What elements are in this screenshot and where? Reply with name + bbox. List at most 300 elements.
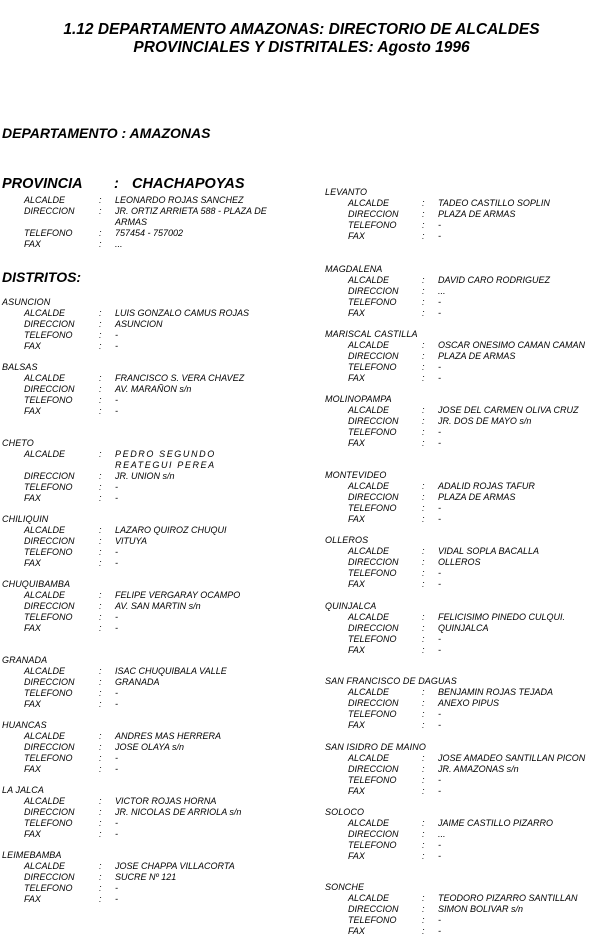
district-name: LEIMEBAMBA — [2, 850, 62, 860]
provincia-heading — [2, 176, 245, 192]
field-colon: : — [422, 209, 425, 219]
field-colon: : — [422, 198, 425, 208]
field-colon: : — [99, 471, 102, 481]
field-label: FAX — [348, 514, 365, 524]
field-label: FAX — [348, 720, 365, 730]
district-telefono: - — [438, 297, 441, 307]
district-block — [2, 579, 302, 634]
field-colon: : — [422, 818, 425, 828]
district-direccion: JR. NICOLAS DE ARRIOLA s/n — [115, 807, 242, 817]
field-colon: : — [99, 612, 102, 622]
district-block — [2, 438, 302, 504]
field-label: TELEFONO — [24, 228, 73, 238]
district-telefono: - — [438, 915, 441, 925]
field-label: DIRECCION — [24, 872, 75, 882]
field-label: TELEFONO — [348, 362, 397, 372]
district-telefono: - — [438, 634, 441, 644]
district-direccion: JR. UNION s/n — [115, 471, 175, 481]
district-direccion: VITUYA — [115, 536, 148, 546]
field-label: FAX — [348, 231, 365, 241]
district-fax: - — [438, 851, 441, 861]
district-direccion: ANEXO PIPUS — [438, 698, 500, 708]
field-colon: : — [99, 807, 102, 817]
district-fax: - — [115, 623, 118, 633]
field-label: TELEFONO — [24, 547, 73, 557]
distritos-heading: DISTRITOS: — [2, 269, 82, 285]
field-colon: : — [99, 482, 102, 492]
district-telefono: - — [438, 840, 441, 850]
district-alcalde: PEDRO SEGUNDO REATEGUI PEREA — [115, 449, 216, 470]
field-label: TELEFONO — [348, 427, 397, 437]
field-label: DIRECCION — [348, 698, 399, 708]
field-colon: : — [99, 493, 102, 503]
district-alcalde: LUIS GONZALO CAMUS ROJAS — [115, 308, 250, 318]
field-label: ALCALDE — [348, 687, 390, 697]
field-colon: : — [422, 362, 425, 372]
page-title-line1: 1.12 DEPARTAMENTO AMAZONAS: DIRECTORIO DE ALCALDES — [63, 21, 540, 38]
field-label: DIRECCION — [348, 764, 399, 774]
district-alcalde: JAIME CASTILLO PIZARRO — [438, 818, 554, 828]
district-fax: - — [438, 231, 441, 241]
district-alcalde: ANDRES MAS HERRERA — [115, 731, 222, 741]
field-colon: : — [422, 297, 425, 307]
provincial-alcalde: LEONARDO ROJAS SANCHEZ — [115, 195, 244, 205]
field-colon: : — [99, 666, 102, 676]
district-block — [325, 264, 603, 319]
field-label: DIRECCION — [24, 807, 75, 817]
field-label: TELEFONO — [348, 634, 397, 644]
district-alcalde: FELICISIMO PINEDO CULQUI. — [438, 612, 566, 622]
field-label: FAX — [348, 308, 365, 318]
field-colon: : — [422, 220, 425, 230]
provincia-name: CHACHAPOYAS — [132, 176, 245, 192]
district-block — [325, 535, 603, 590]
field-colon: : — [99, 228, 102, 238]
field-label: FAX — [348, 438, 365, 448]
field-label: DIRECCION — [24, 601, 75, 611]
field-colon: : — [99, 764, 102, 774]
field-label: TELEFONO — [348, 775, 397, 785]
field-label: FAX — [348, 926, 365, 936]
field-colon: : — [422, 557, 425, 567]
district-name: CHUQUIBAMBA — [2, 579, 71, 589]
field-colon: : — [99, 818, 102, 828]
field-label: TELEFONO — [24, 612, 73, 622]
district-direccion: AV. MARAÑON s/n — [115, 384, 192, 394]
district-alcalde: VIDAL SOPLA BACALLA — [438, 546, 540, 556]
field-colon: : — [99, 699, 102, 709]
field-label: ALCALDE — [24, 525, 66, 535]
field-colon: : — [99, 558, 102, 568]
district-block — [325, 187, 603, 242]
field-label: FAX — [24, 623, 41, 633]
district-telefono: - — [115, 395, 118, 405]
departamento-heading: DEPARTAMENTO : AMAZONAS — [2, 125, 211, 141]
field-label: ALCALDE — [348, 818, 390, 828]
field-colon: : — [422, 503, 425, 513]
district-block — [325, 882, 603, 937]
field-colon: : — [99, 861, 102, 871]
field-label: TELEFONO — [348, 503, 397, 513]
district-direccion: ... — [438, 829, 446, 839]
field-colon: : — [422, 438, 425, 448]
field-colon: : — [99, 525, 102, 535]
field-label: DIRECCION — [348, 209, 399, 219]
district-telefono: - — [115, 482, 118, 492]
district-telefono: - — [438, 568, 441, 578]
field-colon: : — [422, 546, 425, 556]
district-telefono: - — [438, 709, 441, 719]
district-block — [2, 362, 302, 417]
district-name: SOLOCO — [325, 807, 365, 817]
district-name: HUANCAS — [2, 720, 47, 730]
district-direccion: GRANADA — [115, 677, 160, 687]
district-block — [325, 470, 603, 525]
provincial-block — [2, 195, 302, 250]
field-colon: : — [422, 308, 425, 318]
district-direccion: SIMON BOLIVAR s/n — [438, 904, 524, 914]
field-label: TELEFONO — [348, 840, 397, 850]
field-label: FAX — [24, 493, 41, 503]
district-direccion: JOSE OLAYA s/n — [115, 742, 185, 752]
district-name: MONTEVIDEO — [325, 470, 387, 480]
district-alcalde: BENJAMIN ROJAS TEJADA — [438, 687, 554, 697]
field-colon: : — [99, 829, 102, 839]
district-name: SAN ISIDRO DE MAINO — [325, 742, 426, 752]
district-fax: - — [438, 373, 441, 383]
field-colon: : — [99, 308, 102, 318]
district-block — [2, 850, 302, 905]
field-colon: : — [99, 677, 102, 687]
district-fax: - — [438, 645, 441, 655]
field-colon: : — [99, 731, 102, 741]
district-alcalde: JOSE CHAPPA VILLACORTA — [115, 861, 235, 871]
field-label: ALCALDE — [24, 731, 66, 741]
field-colon: : — [99, 239, 102, 249]
district-direccion: ASUNCION — [115, 319, 163, 329]
district-direccion: OLLEROS — [438, 557, 481, 567]
district-direccion: PLAZA DE ARMAS — [438, 351, 516, 361]
district-direccion: ... — [438, 286, 446, 296]
field-colon: : — [422, 286, 425, 296]
field-colon: : — [422, 579, 425, 589]
field-label: TELEFONO — [348, 297, 397, 307]
field-label: ALCALDE — [24, 861, 66, 871]
field-colon: : — [422, 753, 425, 763]
field-label: ALCALDE — [348, 405, 390, 415]
field-colon: : — [422, 764, 425, 774]
field-colon: : — [99, 536, 102, 546]
district-name: ASUNCION — [2, 297, 51, 307]
district-name: QUINJALCA — [325, 601, 377, 611]
district-name: LEVANTO — [325, 187, 368, 197]
field-colon: : — [422, 926, 425, 936]
district-direccion: AV. SAN MARTIN s/n — [115, 601, 201, 611]
field-label: DIRECCION — [24, 471, 75, 481]
field-colon: : — [422, 514, 425, 524]
field-label: ALCALDE — [24, 373, 66, 383]
district-fax: - — [115, 341, 118, 351]
district-fax: - — [438, 926, 441, 936]
district-alcalde: LAZARO QUIROZ CHUQUI — [115, 525, 227, 535]
district-name: BALSAS — [2, 362, 38, 372]
district-block — [325, 742, 603, 797]
district-telefono: - — [115, 818, 118, 828]
district-name: CHILIQUIN — [2, 514, 49, 524]
page-title-line2: PROVINCIALES Y DISTRITALES: Agosto 1996 — [133, 39, 470, 56]
district-block — [2, 514, 302, 569]
field-label: ALCALDE — [24, 308, 66, 318]
district-name: MAGDALENA — [325, 264, 383, 274]
field-colon: : — [99, 883, 102, 893]
field-colon: : — [422, 481, 425, 491]
district-telefono: - — [438, 775, 441, 785]
field-colon: : — [422, 709, 425, 719]
district-fax: - — [115, 764, 118, 774]
district-alcalde: JOSE DEL CARMEN OLIVA CRUZ — [438, 405, 579, 415]
field-colon: : — [99, 384, 102, 394]
field-label: TELEFONO — [24, 395, 73, 405]
district-fax: - — [115, 493, 118, 503]
district-name: MARISCAL CASTILLA — [325, 329, 418, 339]
field-label: DIRECCION — [348, 557, 399, 567]
field-colon: : — [422, 840, 425, 850]
field-label: TELEFONO — [24, 883, 73, 893]
field-colon: : — [99, 872, 102, 882]
district-fax: - — [438, 514, 441, 524]
field-label: ALCALDE — [348, 893, 390, 903]
district-telefono: - — [115, 612, 118, 622]
field-label: FAX — [348, 851, 365, 861]
field-label: DIRECCION — [24, 536, 75, 546]
district-name: MOLINOPAMPA — [325, 394, 392, 404]
field-label: DIRECCION — [348, 351, 399, 361]
field-label: FAX — [348, 786, 365, 796]
field-colon: : — [422, 231, 425, 241]
district-alcalde: TADEO CASTILLO SOPLIN — [438, 198, 550, 208]
field-label: TELEFONO — [24, 818, 73, 828]
district-alcalde: FRANCISCO S. VERA CHAVEZ — [115, 373, 245, 383]
field-label: TELEFONO — [348, 709, 397, 719]
field-label: ALCALDE — [348, 612, 390, 622]
field-colon: : — [422, 720, 425, 730]
field-label: TELEFONO — [24, 688, 73, 698]
field-label: DIRECCION — [24, 319, 75, 329]
district-block — [325, 394, 603, 449]
field-label: TELEFONO — [24, 753, 73, 763]
field-colon: : — [422, 829, 425, 839]
field-colon: : — [99, 341, 102, 351]
district-name: SONCHE — [325, 882, 365, 892]
district-alcalde: OSCAR ONESIMO CAMAN CAMAN — [438, 340, 586, 350]
field-colon: : — [99, 894, 102, 904]
field-label: FAX — [24, 764, 41, 774]
field-colon: : — [99, 742, 102, 752]
district-direccion: QUINJALCA — [438, 623, 489, 633]
field-label: FAX — [348, 373, 365, 383]
district-telefono: - — [115, 883, 118, 893]
district-alcalde: JOSE AMADEO SANTILLAN PICON — [438, 753, 586, 763]
field-label: DIRECCION — [348, 492, 399, 502]
field-label: FAX — [24, 894, 41, 904]
field-label: TELEFONO — [348, 915, 397, 925]
district-direccion: JR. AMAZONAS s/n — [438, 764, 519, 774]
field-label: ALCALDE — [24, 796, 66, 806]
field-colon: : — [422, 623, 425, 633]
field-label: ALCALDE — [348, 546, 390, 556]
district-direccion: SUCRE Nº 121 — [115, 872, 177, 882]
field-label: ALCALDE — [348, 340, 390, 350]
field-colon: : — [422, 373, 425, 383]
field-colon: : — [99, 547, 102, 557]
district-block — [325, 329, 603, 384]
district-name: GRANADA — [2, 655, 48, 665]
field-label: DIRECCION — [348, 623, 399, 633]
provincial-direccion: JR. ORTIZ ARRIETA 588 - PLAZA DE ARMAS — [115, 206, 267, 227]
district-block — [2, 720, 302, 775]
field-label: TELEFONO — [348, 220, 397, 230]
district-fax: - — [438, 720, 441, 730]
field-colon: : — [99, 688, 102, 698]
field-label: DIRECCION — [24, 384, 75, 394]
field-colon: : — [99, 406, 102, 416]
district-fax: - — [115, 558, 118, 568]
field-colon: : — [422, 416, 425, 426]
field-colon: : — [99, 195, 102, 205]
district-name: CHETO — [2, 438, 34, 448]
field-label: ALCALDE — [24, 195, 66, 205]
field-label: FAX — [24, 829, 41, 839]
field-label: FAX — [24, 558, 41, 568]
district-block — [325, 807, 603, 862]
district-telefono: - — [115, 547, 118, 557]
field-colon: : — [422, 340, 425, 350]
field-colon: : — [422, 612, 425, 622]
field-label: DIRECCION — [24, 742, 75, 752]
district-fax: - — [438, 786, 441, 796]
district-name: OLLEROS — [325, 535, 369, 545]
field-label: FAX — [24, 406, 41, 416]
district-block — [2, 297, 302, 352]
district-alcalde: ISAC CHUQUIBALA VALLE — [115, 666, 227, 676]
district-telefono: - — [115, 753, 118, 763]
field-label: DIRECCION — [24, 206, 75, 216]
provincia-colon: : — [114, 176, 119, 192]
provincial-fax: ... — [115, 239, 123, 249]
district-direccion: PLAZA DE ARMAS — [438, 209, 516, 219]
field-colon: : — [422, 568, 425, 578]
field-colon: : — [99, 319, 102, 329]
district-fax: - — [115, 894, 118, 904]
field-colon: : — [99, 330, 102, 340]
field-label: DIRECCION — [348, 904, 399, 914]
field-colon: : — [422, 351, 425, 361]
field-colon: : — [422, 915, 425, 925]
field-colon: : — [422, 492, 425, 502]
district-telefono: - — [115, 688, 118, 698]
field-colon: : — [422, 427, 425, 437]
district-fax: - — [115, 699, 118, 709]
field-label: DIRECCION — [348, 416, 399, 426]
field-label: FAX — [24, 699, 41, 709]
district-telefono: - — [438, 427, 441, 437]
field-colon: : — [99, 796, 102, 806]
district-telefono: - — [438, 362, 441, 372]
district-name: SAN FRANCISCO DE DAGUAS — [325, 676, 457, 686]
field-colon: : — [99, 206, 102, 216]
field-colon: : — [422, 698, 425, 708]
field-colon: : — [99, 590, 102, 600]
field-colon: : — [99, 753, 102, 763]
field-label: FAX — [24, 341, 41, 351]
field-colon: : — [422, 893, 425, 903]
district-block — [325, 676, 603, 731]
field-label: ALCALDE — [348, 481, 390, 491]
field-colon: : — [422, 687, 425, 697]
field-label: DIRECCION — [348, 286, 399, 296]
field-label: ALCALDE — [24, 666, 66, 676]
district-block — [325, 601, 603, 656]
district-fax: - — [115, 406, 118, 416]
field-colon: : — [422, 634, 425, 644]
field-label: TELEFONO — [24, 330, 73, 340]
district-telefono: - — [438, 503, 441, 513]
district-alcalde: TEODORO PIZARRO SANTILLAN — [438, 893, 578, 903]
field-colon: : — [99, 395, 102, 405]
provincial-telefono: 757454 - 757002 — [115, 228, 184, 238]
district-direccion: JR. DOS DE MAYO s/n — [438, 416, 532, 426]
district-direccion: PLAZA DE ARMAS — [438, 492, 516, 502]
field-label: FAX — [24, 239, 41, 249]
district-alcalde: VICTOR ROJAS HORNA — [115, 796, 217, 806]
field-colon: : — [422, 275, 425, 285]
field-label: TELEFONO — [348, 568, 397, 578]
provincia-label: PROVINCIA — [2, 176, 83, 192]
district-fax: - — [115, 829, 118, 839]
district-fax: - — [438, 579, 441, 589]
district-block — [2, 655, 302, 710]
district-fax: - — [438, 438, 441, 448]
field-colon: : — [422, 405, 425, 415]
field-colon: : — [99, 449, 102, 459]
district-alcalde: FELIPE VERGARAY OCAMPO — [115, 590, 241, 600]
field-label: ALCALDE — [348, 275, 390, 285]
field-colon: : — [99, 601, 102, 611]
field-colon: : — [99, 623, 102, 633]
field-label: FAX — [348, 645, 365, 655]
field-colon: : — [99, 373, 102, 383]
district-alcalde: DAVID CARO RODRIGUEZ — [438, 275, 551, 285]
field-colon: : — [422, 786, 425, 796]
field-colon: : — [422, 904, 425, 914]
field-colon: : — [422, 851, 425, 861]
field-label: ALCALDE — [348, 198, 390, 208]
field-label: ALCALDE — [348, 753, 390, 763]
field-colon: : — [422, 645, 425, 655]
district-telefono: - — [115, 330, 118, 340]
district-fax: - — [438, 308, 441, 318]
field-colon: : — [422, 775, 425, 785]
field-label: ALCALDE — [24, 590, 66, 600]
field-label: FAX — [348, 579, 365, 589]
district-name: LA JALCA — [2, 785, 44, 795]
field-label: DIRECCION — [24, 677, 75, 687]
field-label: TELEFONO — [24, 482, 73, 492]
field-label: DIRECCION — [348, 829, 399, 839]
field-label: ALCALDE — [24, 449, 66, 459]
district-alcalde: ADALID ROJAS TAFUR — [438, 481, 535, 491]
district-block — [2, 785, 302, 840]
